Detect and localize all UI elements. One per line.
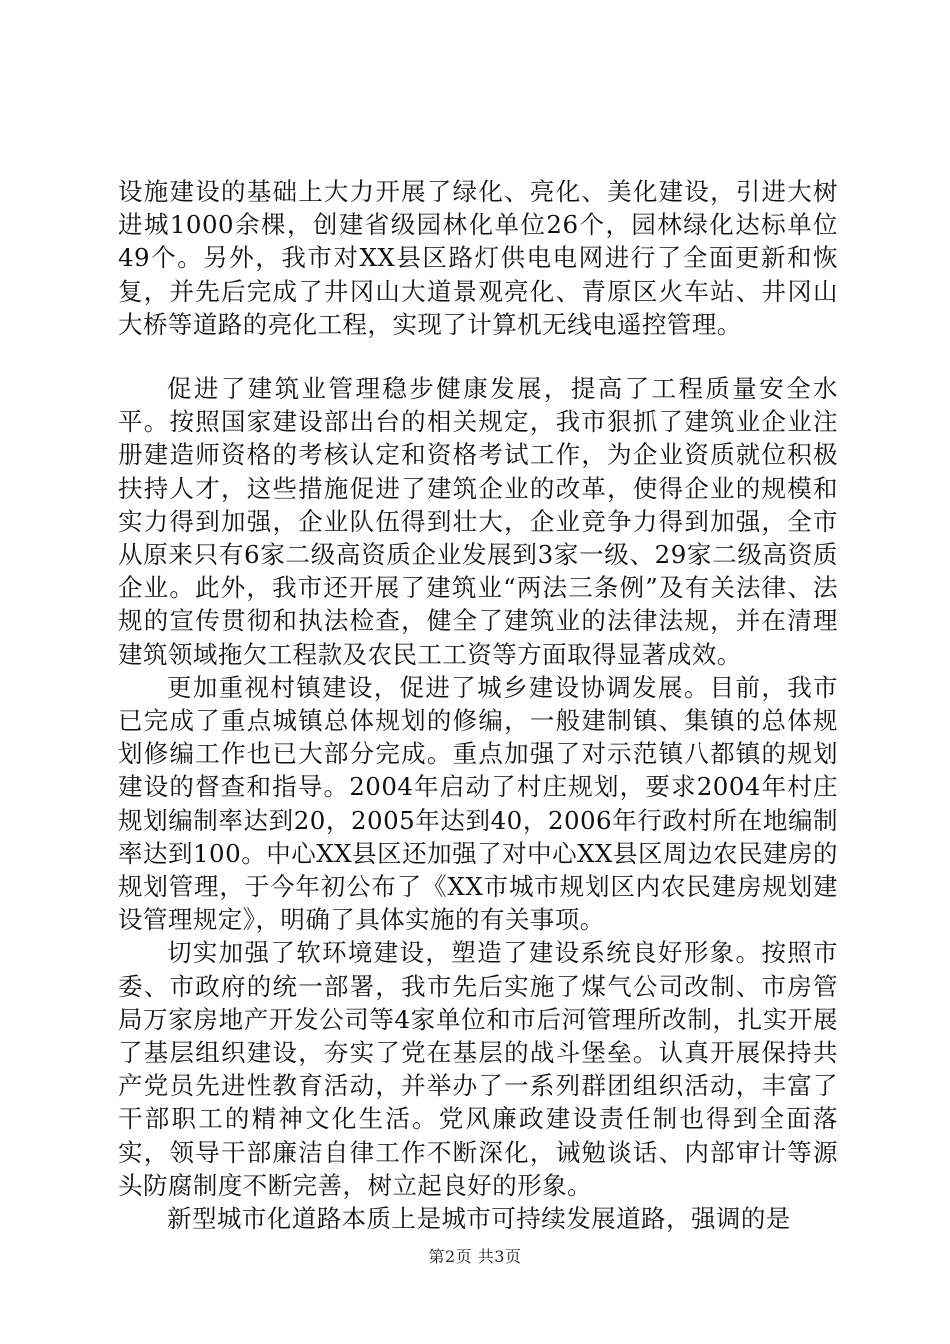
paragraph-soft-environment: 切实加强了软环境建设，塑造了建设系统良好形象。按照市委、市政府的统一部署，我市先后实施了煤气公司改制、市房管局万家房地产开发公司等4家单位和市后河管理所改制，扎实开展了基层组织建设，夯实了党在基层的战斗堡垒。认真开展保持共产党员先进性教育活动，并举办了一系列群团组织活动，丰富了干部职工的精神文化生活。党风廉政建设责任制也得到全面落实，领导干部廉洁自律工作不断深化，诫勉谈话、内部审计等源头防腐制度不断完善，树立起良好的形象。 (118, 938, 838, 1200)
document-body (118, 175, 838, 1235)
page-number-footer: 第2页 共3页 (428, 1247, 522, 1266)
paragraph-new-urbanization: 新型城市化道路本质上是城市可持续发展道路，强调的是 (167, 1204, 791, 1234)
paragraph-village-town-construction: 更加重视村镇建设，促进了城乡建设协调发展。目前，我市已完成了重点城镇总体规划的修编，一般建制镇、集镇的总体规划修编工作也已大部分完成。重点加强了对示范镇八都镇的规划建设的督查和指导。2004年启动了村庄规划，要求2004年村庄规划编制率达到20，2005年达到40，2006年行政村所在地编制率达到100。中心XX县区还加强了对中心XX县区周边农民建房的规划管理，于今年初公布了《XX市城市规划区内农民建房规划建设管理规定》，明确了具体实施的有关事项。 (118, 672, 838, 935)
paragraph-continuation: 设施建设的基础上大力开展了绿化、亮化、美化建设，引进大树进城1000余棵，创建省级园林化单位26个，园林绿化达标单位49个。另外，我市对XX县区路灯供电电网进行了全面更新和恢复，并先后完成了井冈山大道景观亮化、青原区火车站、井冈山大桥等道路的亮化工程，实现了计算机无线电遥控管理。 (118, 177, 838, 339)
paragraph-construction-industry: 促进了建筑业管理稳步健康发展，提高了工程质量安全水平。按照国家建设部出台的相关规定，我市狠抓了建筑业企业注册建造师资格的考核认定和资格考试工作，为企业资质就位积极扶持人才，这些措施促进了建筑企业的改革，使得企业的规模和实力得到加强，企业队伍得到壮大，企业竞争力得到加强，全市从原来只有6家二级高资质企业发展到3家一级、29家二级高资质企业。此外，我市还开展了建筑业“两法三条例”及有关法律、法规的宣传贯彻和执法检查，健全了建筑业的法律法规，并在清理建筑领域拖欠工程款及农民工工资等方面取得显著成效。 (118, 374, 838, 669)
